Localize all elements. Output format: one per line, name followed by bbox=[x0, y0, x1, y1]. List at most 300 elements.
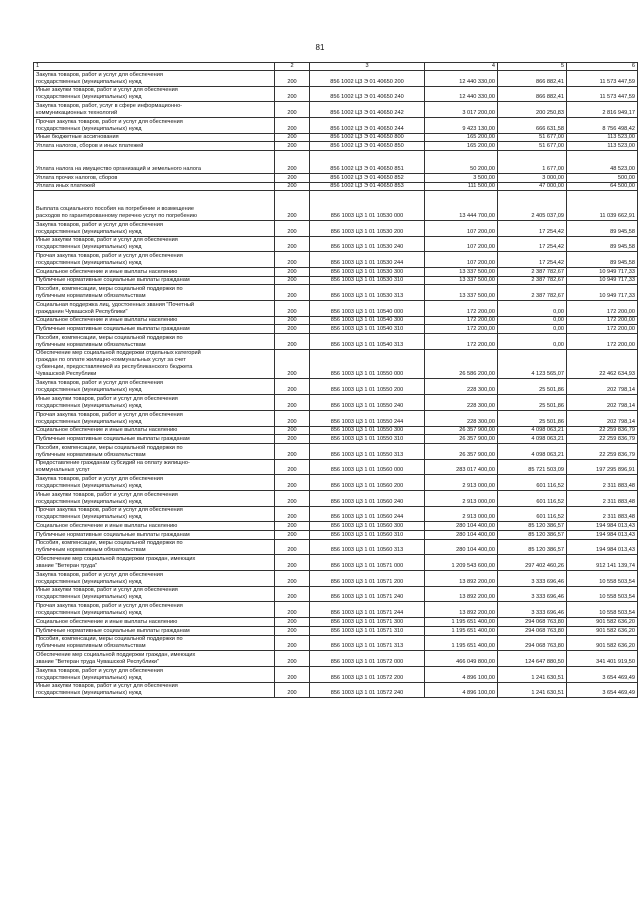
row-plan: 13 337 500,00 bbox=[425, 285, 498, 301]
row-plan: 172 200,00 bbox=[425, 334, 498, 350]
row-kbk: 856 1003 Ц3 1 01 10560 313 bbox=[310, 539, 425, 555]
row-kbk: 856 1003 Ц3 1 01 10560 000 bbox=[310, 459, 425, 475]
row-fact: 2 387 782,67 bbox=[498, 276, 567, 285]
row-code: 200 bbox=[275, 666, 310, 682]
row-code: 200 bbox=[275, 475, 310, 491]
table-row bbox=[34, 86, 638, 102]
row-rest: 22 259 836,79 bbox=[567, 426, 638, 435]
row-plan: 3 017 200,00 bbox=[425, 102, 498, 118]
row-name bbox=[34, 142, 275, 151]
row-fact: 85 120 386,57 bbox=[498, 539, 567, 555]
table-row bbox=[34, 379, 638, 395]
table-row bbox=[34, 626, 638, 635]
row-rest: 10 949 717,33 bbox=[567, 285, 638, 301]
row-fact: 4 098 063,21 bbox=[498, 443, 567, 459]
table-row bbox=[34, 220, 638, 236]
row-rest: 912 141 139,74 bbox=[567, 555, 638, 571]
row-rest: 10 558 503,54 bbox=[567, 586, 638, 602]
row-plan: 13 892 200,00 bbox=[425, 602, 498, 618]
row-rest: 341 401 919,50 bbox=[567, 651, 638, 667]
row-kbk: 856 1003 Ц3 1 01 10571 300 bbox=[310, 618, 425, 627]
row-name bbox=[34, 682, 275, 698]
row-name bbox=[34, 635, 275, 651]
table-row bbox=[34, 602, 638, 618]
table-row bbox=[34, 435, 638, 444]
row-fact: 25 501,86 bbox=[498, 379, 567, 395]
row-fact: 866 882,41 bbox=[498, 86, 567, 102]
row-fact: 1 241 630,51 bbox=[498, 682, 567, 698]
row-code: 200 bbox=[275, 443, 310, 459]
table-row bbox=[34, 182, 638, 191]
row-rest: 172 200,00 bbox=[567, 301, 638, 317]
row-fact: 4 123 565,07 bbox=[498, 349, 567, 379]
row-name bbox=[34, 490, 275, 506]
row-name-text: Иные закупки товаров, работ и услуг для обеспечения государственных (муниципальных) нужд bbox=[36, 237, 178, 251]
row-name-text: Уплата налогов, сборов и иных платежей bbox=[36, 143, 144, 150]
row-name-text: Социальное обеспечение и иные выплаты населению bbox=[36, 523, 178, 529]
row-code: 200 bbox=[275, 410, 310, 426]
row-code: 200 bbox=[275, 651, 310, 667]
row-rest: 2 311 883,48 bbox=[567, 490, 638, 506]
row-name bbox=[34, 379, 275, 395]
table-row bbox=[34, 151, 638, 174]
table-row bbox=[34, 539, 638, 555]
row-name bbox=[34, 267, 275, 276]
row-fact: 25 501,86 bbox=[498, 410, 567, 426]
row-plan: 2 913 000,00 bbox=[425, 490, 498, 506]
row-code: 200 bbox=[275, 490, 310, 506]
row-kbk: 856 1003 Ц3 1 01 10540 300 bbox=[310, 316, 425, 325]
row-name bbox=[34, 118, 275, 134]
row-name bbox=[34, 301, 275, 317]
row-name-text: Публичные нормативные социальные выплаты гражданам bbox=[36, 627, 190, 634]
row-code: 200 bbox=[275, 236, 310, 252]
table-row bbox=[34, 426, 638, 435]
row-name-text: Социальное обеспечение и иные выплаты населению bbox=[36, 317, 178, 324]
row-fact: 666 631,58 bbox=[498, 118, 567, 134]
row-code: 200 bbox=[275, 626, 310, 635]
row-rest: 3 654 469,49 bbox=[567, 682, 638, 698]
row-name bbox=[34, 102, 275, 118]
table-row bbox=[34, 334, 638, 350]
table-row bbox=[34, 571, 638, 587]
row-kbk: 856 1003 Ц3 1 01 10530 200 bbox=[310, 220, 425, 236]
row-fact: 297 402 460,26 bbox=[498, 555, 567, 571]
row-name-text: Прочая закупка товаров, работ и услуг для обеспечения государственных (муниципальных) нужд bbox=[36, 252, 183, 266]
row-name-text: Обеспечение мер социальной поддержки граждан, имеющих звание "Ветеран труда" bbox=[36, 556, 196, 570]
table-row bbox=[34, 410, 638, 426]
row-plan: 13 892 200,00 bbox=[425, 586, 498, 602]
row-plan: 1 195 651 400,00 bbox=[425, 618, 498, 627]
row-name bbox=[34, 586, 275, 602]
row-name-text: Иные закупки товаров, работ и услуг для обеспечения государственных (муниципальных) нужд bbox=[36, 395, 178, 409]
row-name-text: Публичные нормативные социальные выплаты гражданам bbox=[36, 531, 190, 538]
table-row bbox=[34, 252, 638, 268]
row-rest: 2 311 883,48 bbox=[567, 506, 638, 522]
row-code: 200 bbox=[275, 151, 310, 174]
row-code: 200 bbox=[275, 586, 310, 602]
row-name bbox=[34, 571, 275, 587]
row-rest: 89 945,58 bbox=[567, 236, 638, 252]
row-name-text: Социальное обеспечение и иные выплаты населению bbox=[36, 268, 178, 275]
row-name-text: Предоставление гражданам субсидий на оплату жилищно- коммунальных услуг bbox=[36, 460, 190, 474]
row-plan: 13 337 500,00 bbox=[425, 276, 498, 285]
row-plan: 107 200,00 bbox=[425, 220, 498, 236]
row-name bbox=[34, 191, 275, 221]
row-name bbox=[34, 651, 275, 667]
row-kbk: 856 1003 Ц3 1 01 10530 240 bbox=[310, 236, 425, 252]
row-name bbox=[34, 220, 275, 236]
row-name-text: Закупка товаров, работ и услуг для обеспечения государственных (муниципальных) нужд bbox=[36, 71, 163, 85]
row-plan: 13 444 700,00 bbox=[425, 191, 498, 221]
table-row bbox=[34, 142, 638, 151]
row-rest: 10 558 503,54 bbox=[567, 571, 638, 587]
row-name-text: Обеспечение мер социальной поддержки граждан, имеющих звание "Ветеран труда Чувашской Республики" bbox=[36, 651, 196, 665]
row-plan: 50 200,00 bbox=[425, 151, 498, 174]
row-name-text: Уплата иных платежей bbox=[36, 183, 96, 190]
row-fact: 601 116,52 bbox=[498, 506, 567, 522]
row-kbk: 856 1002 Ц3 Э 01 40650 240 bbox=[310, 86, 425, 102]
row-name-text: Пособия, компенсации, меры социальной поддержки по публичным нормативным обязательствам bbox=[36, 286, 183, 299]
row-name-text: Обеспечение мер социальной поддержки отдельных категорий граждан по оплате жилищно-коммунальных услуг за счет субвенции, предоставляемой из республиканского бюджета Чувашской Республики bbox=[36, 350, 201, 378]
row-rest: 197 295 896,91 bbox=[567, 459, 638, 475]
row-kbk: 856 1003 Ц3 1 01 10571 200 bbox=[310, 571, 425, 587]
row-kbk: 856 1003 Ц3 1 01 10550 244 bbox=[310, 410, 425, 426]
row-kbk: 856 1003 Ц3 1 01 10572 240 bbox=[310, 682, 425, 698]
table-row bbox=[34, 555, 638, 571]
row-kbk: 856 1003 Ц3 1 01 10530 300 bbox=[310, 267, 425, 276]
row-name-text: Закупка товаров, работ и услуг для обеспечения государственных (муниципальных) нужд bbox=[36, 667, 163, 681]
row-plan: 1 195 651 400,00 bbox=[425, 635, 498, 651]
row-name bbox=[34, 531, 275, 540]
row-fact: 3 333 696,46 bbox=[498, 571, 567, 587]
row-plan: 3 500,00 bbox=[425, 173, 498, 182]
row-fact: 294 068 763,80 bbox=[498, 635, 567, 651]
row-plan: 280 104 400,00 bbox=[425, 539, 498, 555]
row-rest: 89 945,58 bbox=[567, 220, 638, 236]
row-plan: 165 200,00 bbox=[425, 142, 498, 151]
row-plan: 466 049 800,00 bbox=[425, 651, 498, 667]
row-name bbox=[34, 349, 275, 379]
row-fact: 25 501,86 bbox=[498, 395, 567, 411]
row-kbk: 856 1002 Ц3 Э 01 40650 200 bbox=[310, 71, 425, 87]
row-fact: 866 882,41 bbox=[498, 71, 567, 87]
row-code: 200 bbox=[275, 395, 310, 411]
row-fact: 601 116,52 bbox=[498, 475, 567, 491]
row-kbk: 856 1003 Ц3 1 01 10550 200 bbox=[310, 379, 425, 395]
row-rest: 172 200,00 bbox=[567, 325, 638, 334]
row-plan: 26 357 900,00 bbox=[425, 426, 498, 435]
row-kbk: 856 1003 Ц3 1 01 10530 244 bbox=[310, 252, 425, 268]
row-name bbox=[34, 666, 275, 682]
row-name bbox=[34, 252, 275, 268]
row-rest: 64 500,00 bbox=[567, 182, 638, 191]
table-row bbox=[34, 522, 638, 531]
row-plan: 2 913 000,00 bbox=[425, 475, 498, 491]
row-code: 200 bbox=[275, 142, 310, 151]
col-header-4: 4 bbox=[425, 63, 498, 71]
row-kbk: 856 1003 Ц3 1 01 10560 240 bbox=[310, 490, 425, 506]
row-rest: 500,00 bbox=[567, 173, 638, 182]
row-kbk: 856 1003 Ц3 1 01 10571 313 bbox=[310, 635, 425, 651]
row-name-text: Пособия, компенсации, меры социальной поддержки по публичным нормативным обязательствам bbox=[36, 540, 183, 554]
row-kbk: 856 1002 Ц3 Э 01 40650 852 bbox=[310, 173, 425, 182]
row-kbk: 856 1002 Ц3 Э 01 40650 800 bbox=[310, 133, 425, 142]
row-code: 200 bbox=[275, 102, 310, 118]
row-kbk: 856 1003 Ц3 1 01 10560 310 bbox=[310, 531, 425, 540]
table-row bbox=[34, 301, 638, 317]
row-fact: 47 000,00 bbox=[498, 182, 567, 191]
row-code: 200 bbox=[275, 182, 310, 191]
row-plan: 228 300,00 bbox=[425, 410, 498, 426]
row-fact: 200 250,83 bbox=[498, 102, 567, 118]
table-row bbox=[34, 531, 638, 540]
row-rest: 202 798,14 bbox=[567, 379, 638, 395]
row-name bbox=[34, 435, 275, 444]
row-kbk: 856 1003 Ц3 1 01 10571 000 bbox=[310, 555, 425, 571]
row-name-text: Прочая закупка товаров, работ и услуг для обеспечения государственных (муниципальных) нужд bbox=[36, 507, 183, 521]
row-plan: 107 200,00 bbox=[425, 236, 498, 252]
row-rest: 172 200,00 bbox=[567, 334, 638, 350]
row-name-text: Иные закупки товаров, работ и услуг для обеспечения государственных (муниципальных) нужд bbox=[36, 587, 178, 601]
row-code: 200 bbox=[275, 426, 310, 435]
row-name-text: Закупка товаров, работ, услуг в сфере информационно- коммуникационных технологий bbox=[36, 103, 183, 117]
row-plan: 283 017 400,00 bbox=[425, 459, 498, 475]
row-fact: 51 677,00 bbox=[498, 142, 567, 151]
row-name bbox=[34, 426, 275, 435]
row-code: 200 bbox=[275, 316, 310, 325]
table-row bbox=[34, 236, 638, 252]
row-kbk: 856 1003 Ц3 1 01 10540 310 bbox=[310, 325, 425, 334]
row-rest: 113 523,00 bbox=[567, 142, 638, 151]
row-kbk: 856 1003 Ц3 1 01 10571 240 bbox=[310, 586, 425, 602]
row-kbk: 856 1002 Ц3 Э 01 40650 850 bbox=[310, 142, 425, 151]
row-name-text: Публичные нормативные социальные выплаты гражданам bbox=[36, 435, 190, 442]
row-name bbox=[34, 133, 275, 142]
col-header-1: 1 bbox=[34, 63, 275, 71]
row-code: 200 bbox=[275, 682, 310, 698]
row-rest: 2 311 883,48 bbox=[567, 475, 638, 491]
row-name bbox=[34, 410, 275, 426]
row-rest: 202 798,14 bbox=[567, 395, 638, 411]
row-fact: 294 068 763,80 bbox=[498, 618, 567, 627]
row-name-text: Закупка товаров, работ и услуг для обеспечения государственных (муниципальных) нужд bbox=[36, 571, 163, 585]
row-plan: 4 896 100,00 bbox=[425, 666, 498, 682]
row-name-text: Уплата прочих налогов, сборов bbox=[36, 174, 118, 181]
table-row bbox=[34, 285, 638, 301]
row-plan: 280 104 400,00 bbox=[425, 522, 498, 531]
row-code: 200 bbox=[275, 285, 310, 301]
row-name-text: Выплата социального пособия на погребение и возмещение расходов по гарантированному перечню услуг по погребению bbox=[36, 205, 197, 219]
row-rest: 901 582 636,20 bbox=[567, 626, 638, 635]
row-fact: 4 098 063,21 bbox=[498, 426, 567, 435]
table-row bbox=[34, 506, 638, 522]
row-name-text: Прочая закупка товаров, работ и услуг для обеспечения государственных (муниципальных) нужд bbox=[36, 411, 183, 425]
row-code: 200 bbox=[275, 506, 310, 522]
table-row bbox=[34, 267, 638, 276]
row-fact: 0,00 bbox=[498, 301, 567, 317]
row-kbk: 856 1003 Ц3 1 01 10560 244 bbox=[310, 506, 425, 522]
row-code: 200 bbox=[275, 220, 310, 236]
page-number: 81 bbox=[315, 43, 325, 52]
row-fact: 3 333 696,46 bbox=[498, 586, 567, 602]
row-code: 200 bbox=[275, 539, 310, 555]
row-plan: 26 357 900,00 bbox=[425, 443, 498, 459]
row-code: 200 bbox=[275, 173, 310, 182]
row-rest: 11 573 447,59 bbox=[567, 86, 638, 102]
row-kbk: 856 1002 Ц3 Э 01 40650 242 bbox=[310, 102, 425, 118]
table-row bbox=[34, 682, 638, 698]
row-rest: 11 039 662,91 bbox=[567, 191, 638, 221]
row-code: 200 bbox=[275, 325, 310, 334]
row-plan: 1 195 651 400,00 bbox=[425, 626, 498, 635]
row-name-text: Иные бюджетные ассигнования bbox=[36, 134, 119, 141]
row-plan: 26 357 900,00 bbox=[425, 435, 498, 444]
row-kbk: 856 1003 Ц3 1 01 10572 200 bbox=[310, 666, 425, 682]
row-rest: 194 984 013,43 bbox=[567, 531, 638, 540]
col-header-6: 6 bbox=[567, 63, 638, 71]
table-row bbox=[34, 349, 638, 379]
row-fact: 2 405 037,09 bbox=[498, 191, 567, 221]
row-fact: 0,00 bbox=[498, 334, 567, 350]
row-plan: 12 440 330,00 bbox=[425, 86, 498, 102]
row-fact: 0,00 bbox=[498, 316, 567, 325]
row-code: 200 bbox=[275, 635, 310, 651]
row-code: 200 bbox=[275, 602, 310, 618]
row-plan: 228 300,00 bbox=[425, 379, 498, 395]
row-name bbox=[34, 506, 275, 522]
row-name-text: Пособия, компенсации, меры социальной поддержки по публичным нормативным обязательствам bbox=[36, 444, 183, 458]
row-name-text: Прочая закупка товаров, работ и услуг для обеспечения государственных (муниципальных) нужд bbox=[36, 118, 183, 132]
row-name bbox=[34, 334, 275, 350]
row-name bbox=[34, 86, 275, 102]
row-rest: 22 462 634,93 bbox=[567, 349, 638, 379]
table-row bbox=[34, 71, 638, 87]
row-kbk: 856 1003 Ц3 1 01 10571 310 bbox=[310, 626, 425, 635]
row-name bbox=[34, 276, 275, 285]
table-row bbox=[34, 102, 638, 118]
row-kbk: 856 1002 Ц3 Э 01 40650 851 bbox=[310, 151, 425, 174]
row-kbk: 856 1003 Ц3 1 01 10550 300 bbox=[310, 426, 425, 435]
row-code: 200 bbox=[275, 86, 310, 102]
row-name-text: Иные закупки товаров, работ и услуг для обеспечения государственных (муниципальных) нужд bbox=[36, 87, 178, 101]
col-header-2: 2 bbox=[275, 63, 310, 71]
row-fact: 51 677,00 bbox=[498, 133, 567, 142]
row-fact: 2 387 782,67 bbox=[498, 285, 567, 301]
row-name bbox=[34, 475, 275, 491]
row-name bbox=[34, 626, 275, 635]
table-row bbox=[34, 635, 638, 651]
row-plan: 107 200,00 bbox=[425, 252, 498, 268]
row-code: 200 bbox=[275, 571, 310, 587]
row-rest: 10 949 717,33 bbox=[567, 276, 638, 285]
row-rest: 10 949 717,33 bbox=[567, 267, 638, 276]
row-plan: 2 913 000,00 bbox=[425, 506, 498, 522]
row-code: 200 bbox=[275, 276, 310, 285]
row-name-text: Закупка товаров, работ и услуг для обеспечения государственных (муниципальных) нужд bbox=[36, 475, 163, 489]
row-plan: 111 500,00 bbox=[425, 182, 498, 191]
row-plan: 228 300,00 bbox=[425, 395, 498, 411]
row-code: 200 bbox=[275, 267, 310, 276]
table-row bbox=[34, 133, 638, 142]
row-name-text: Пособия, компенсации, меры социальной поддержки по публичным нормативным обязательствам bbox=[36, 636, 183, 650]
row-rest: 202 798,14 bbox=[567, 410, 638, 426]
row-code: 200 bbox=[275, 435, 310, 444]
row-code: 200 bbox=[275, 118, 310, 134]
row-plan: 280 104 400,00 bbox=[425, 531, 498, 540]
row-kbk: 856 1003 Ц3 1 01 10530 313 bbox=[310, 285, 425, 301]
row-kbk: 856 1002 Ц3 Э 01 40650 853 bbox=[310, 182, 425, 191]
row-name-text: Иные закупки товаров, работ и услуг для обеспечения государственных (муниципальных) нужд bbox=[36, 491, 178, 505]
col-header-3: 3 bbox=[310, 63, 425, 71]
row-fact: 3 000,00 bbox=[498, 173, 567, 182]
row-name bbox=[34, 325, 275, 334]
row-name-text: Пособия, компенсации, меры социальной поддержки по публичным нормативным обязательствам bbox=[36, 334, 183, 348]
row-fact: 294 068 763,80 bbox=[498, 626, 567, 635]
row-kbk: 856 1003 Ц3 1 01 10530 310 bbox=[310, 276, 425, 285]
row-rest: 2 816 949,17 bbox=[567, 102, 638, 118]
row-fact: 17 254,42 bbox=[498, 236, 567, 252]
row-fact: 0,00 bbox=[498, 325, 567, 334]
col-header-5: 5 bbox=[498, 63, 567, 71]
row-plan: 13 337 500,00 bbox=[425, 267, 498, 276]
row-name bbox=[34, 71, 275, 87]
row-code: 200 bbox=[275, 191, 310, 221]
row-fact: 3 333 696,46 bbox=[498, 602, 567, 618]
row-plan: 172 200,00 bbox=[425, 301, 498, 317]
row-rest: 194 984 013,43 bbox=[567, 522, 638, 531]
row-rest: 172 200,00 bbox=[567, 316, 638, 325]
row-kbk: 856 1003 Ц3 1 01 10550 310 bbox=[310, 435, 425, 444]
row-rest: 48 523,00 bbox=[567, 151, 638, 174]
row-code: 200 bbox=[275, 349, 310, 379]
row-plan: 172 200,00 bbox=[425, 316, 498, 325]
row-kbk: 856 1003 Ц3 1 01 10560 200 bbox=[310, 475, 425, 491]
row-name-text: Социальная поддержка лиц, удостоенных звания "Почетный гражданин Чувашской Республики" bbox=[36, 301, 195, 315]
table-row bbox=[34, 325, 638, 334]
row-fact: 1 677,00 bbox=[498, 151, 567, 174]
table-row bbox=[34, 316, 638, 325]
row-rest: 901 582 636,20 bbox=[567, 618, 638, 627]
row-name bbox=[34, 459, 275, 475]
row-code: 200 bbox=[275, 459, 310, 475]
table-row bbox=[34, 395, 638, 411]
table-row bbox=[34, 118, 638, 134]
table-row bbox=[34, 475, 638, 491]
row-rest: 3 654 469,49 bbox=[567, 666, 638, 682]
row-name bbox=[34, 236, 275, 252]
row-rest: 22 259 836,79 bbox=[567, 435, 638, 444]
row-fact: 124 647 880,50 bbox=[498, 651, 567, 667]
row-kbk: 856 1003 Ц3 1 01 10540 313 bbox=[310, 334, 425, 350]
table-row bbox=[34, 191, 638, 221]
row-fact: 85 721 503,09 bbox=[498, 459, 567, 475]
row-name bbox=[34, 602, 275, 618]
row-name bbox=[34, 539, 275, 555]
row-plan: 26 586 200,00 bbox=[425, 349, 498, 379]
row-name-text: Социальное обеспечение и иные выплаты населению bbox=[36, 618, 178, 625]
table-row bbox=[34, 459, 638, 475]
table-row bbox=[34, 490, 638, 506]
row-rest: 113 523,00 bbox=[567, 133, 638, 142]
row-kbk: 856 1003 Ц3 1 01 10540 000 bbox=[310, 301, 425, 317]
row-kbk: 856 1003 Ц3 1 01 10530 000 bbox=[310, 191, 425, 221]
row-name bbox=[34, 618, 275, 627]
row-code: 200 bbox=[275, 531, 310, 540]
row-plan: 1 209 543 600,00 bbox=[425, 555, 498, 571]
row-plan: 172 200,00 bbox=[425, 325, 498, 334]
row-code: 200 bbox=[275, 555, 310, 571]
